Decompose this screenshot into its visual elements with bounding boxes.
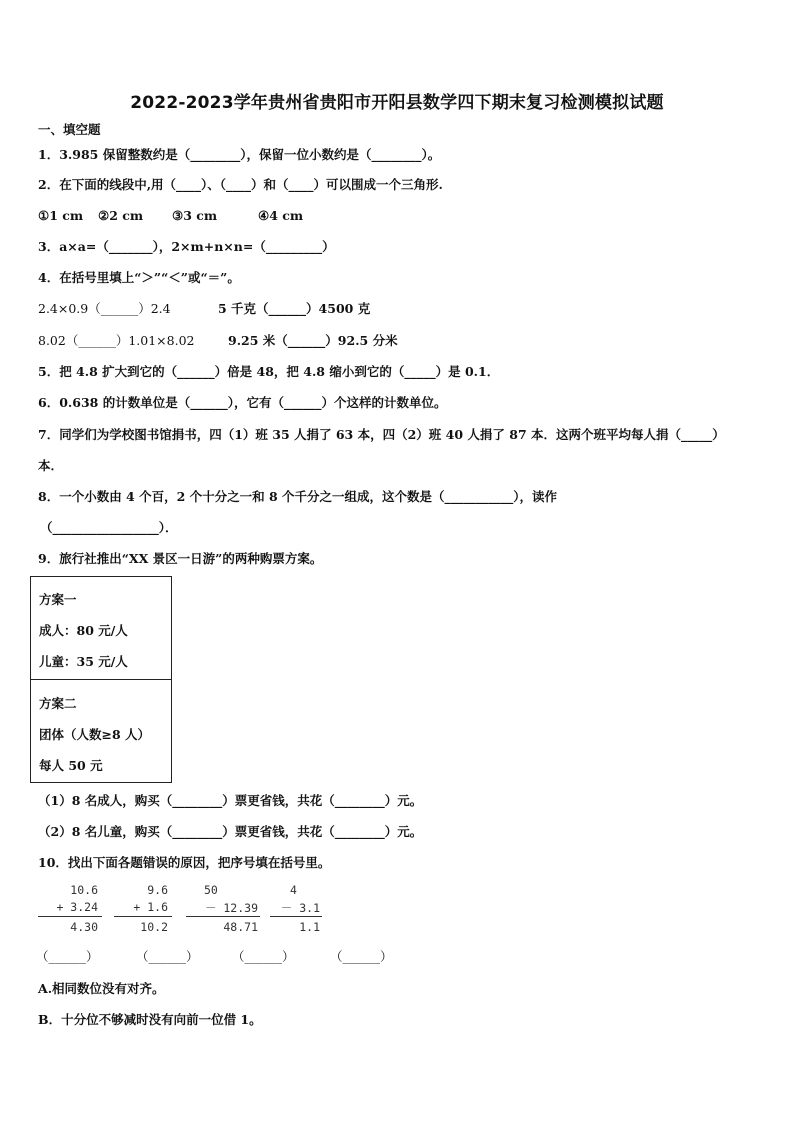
calc-4-result: 1.1 (299, 920, 320, 934)
answer-blank-4: （______） (330, 949, 393, 964)
page-title: 2022-2023学年贵州省贵阳市开阳县数学四下期末复习检测模拟试题 (130, 93, 664, 113)
answer-blank-1: （______） (36, 949, 99, 964)
calc-1-top: 10.6 (70, 883, 98, 897)
question-2: 2．在下面的线段中,用（____）、（____）和（____）可以围成一个三角形. (38, 177, 443, 192)
answer-blank-2: （______） (136, 949, 199, 964)
calc-2-bottom: + 1.6 (133, 900, 168, 914)
answer-blank-3: （______） (232, 949, 295, 964)
question-9-sub-2: （2）8 名儿童，购买（________）票更省钱，共花（________）元。 (38, 824, 423, 839)
calc-1-result: 4.30 (70, 920, 98, 934)
calc-3 (186, 883, 260, 939)
q2-option-4: ④4 cm (258, 208, 304, 223)
reason-a: A.相同数位没有对齐。 (38, 981, 165, 996)
question-9-sub-1: （1）8 名成人，购买（________）票更省钱，共花（________）元。 (38, 793, 423, 808)
calc-2-rule (114, 916, 172, 917)
calc-3-top: 50 (204, 883, 218, 897)
q2-option-2: ②2 cm (98, 208, 144, 223)
plan-divider (31, 679, 171, 680)
calc-1-bottom: + 3.24 (56, 900, 98, 914)
ticket-plan-table (30, 576, 172, 783)
calc-1-rule (38, 916, 102, 917)
q4-item-4: 9.25 米（______）92.5 分米 (228, 333, 398, 348)
plan-2-group-condition: 团体（人数≥8 人） (39, 727, 151, 742)
calc-4-bottom: － 3.1 (280, 901, 320, 915)
question-5: 5．把 4.8 扩大到它的（______）倍是 48，把 4.8 缩小到它的（_____）是 0.1． (38, 364, 500, 379)
calc-2-result: 10.2 (140, 920, 168, 934)
calc-2 (114, 883, 172, 939)
q4-item-3: 8.02（______）1.01×8.02 (38, 333, 195, 348)
section-heading-fill-blank: 一、填空题 (38, 122, 101, 137)
reason-b: B．十分位不够减时没有向前一位借 1。 (38, 1012, 262, 1027)
question-6: 6．0.638 的计数单位是（______），它有（______）个这样的计数单位。 (38, 395, 447, 410)
calc-3-bottom: － 12.39 (204, 901, 258, 915)
calc-4-rule (270, 916, 322, 917)
q2-option-3: ③3 cm (172, 208, 218, 223)
plan-2-price: 每人 50 元 (39, 758, 103, 773)
calc-3-result: 48.71 (223, 920, 258, 934)
question-1: 1．3.985 保留整数约是（________），保留一位小数约是（________）。 (38, 147, 441, 162)
q4-item-2: 5 千克（______）4500 克 (218, 301, 371, 316)
plan-1-adult-price: 成人：80 元/人 (39, 623, 128, 638)
question-9: 9．旅行社推出“XX 景区一日游”的两种购票方案。 (38, 551, 323, 566)
plan-2-title: 方案二 (39, 696, 77, 711)
question-4: 4．在括号里填上“＞”“＜”或“＝”。 (38, 270, 240, 285)
question-10: 10．找出下面各题错误的原因，把序号填在括号里。 (38, 855, 331, 870)
question-7-continued: 本． (38, 458, 64, 473)
q2-option-1: ①1 cm (38, 208, 84, 223)
plan-1-title: 方案一 (39, 592, 77, 607)
plan-1-child-price: 儿童：35 元/人 (39, 654, 128, 669)
calc-4-top: 4 (290, 883, 297, 897)
question-8-continued: （_________________）． (40, 520, 178, 535)
calc-1 (38, 883, 102, 939)
question-8: 8．一个小数由 4 个百，2 个十分之一和 8 个千分之一组成，这个数是（___________），读作 (38, 489, 558, 504)
q4-item-1: 2.4×0.9（______）2.4 (38, 301, 171, 316)
question-3: 3．a×a=（_______），2×m+n×n=（_________） (38, 239, 335, 254)
calc-3-rule (186, 916, 260, 917)
calc-2-top: 9.6 (147, 883, 168, 897)
calc-4 (270, 883, 322, 939)
question-7: 7．同学们为学校图书馆捐书，四（1）班 35 人捐了 63 本，四（2）班 40 人捐了 87 本．这两个班平均每人捐（_____） (38, 427, 725, 442)
